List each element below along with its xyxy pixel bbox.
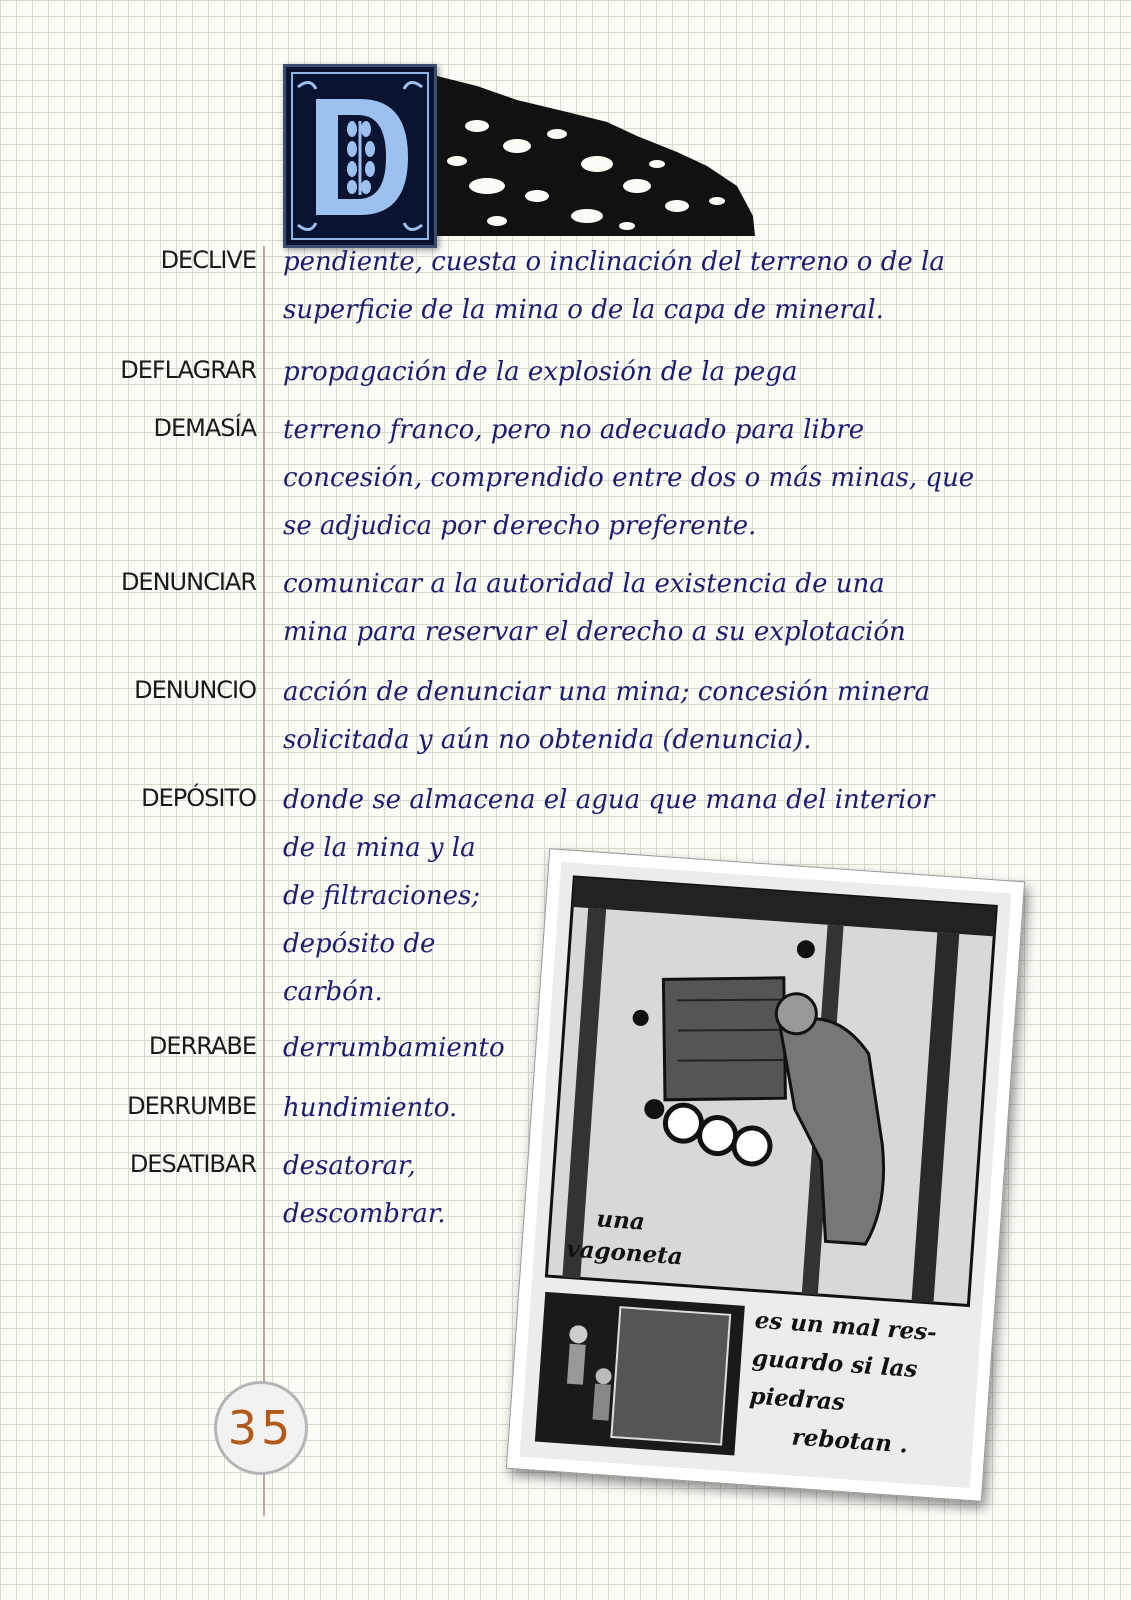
definition-desatibar — [283, 1142, 446, 1238]
definition-derrabe — [283, 1024, 505, 1072]
page-number-badge — [214, 1381, 308, 1475]
page-number: 35 — [227, 1401, 295, 1455]
definition-line: de la mina y la — [283, 833, 476, 863]
coal-pile-image — [437, 76, 757, 236]
term-denunciar: DENUNCIAR — [120, 568, 256, 596]
definition-deflagrar — [283, 348, 797, 396]
definition-denuncio — [283, 668, 930, 764]
definition-line: de filtraciones; — [283, 881, 481, 911]
term-desatibar: DESATIBAR — [129, 1150, 256, 1178]
caption-line: una — [595, 1205, 646, 1236]
illustration-artwork — [520, 862, 1011, 1488]
term-derrumbe: DERRUMBE — [127, 1092, 256, 1120]
margin-line — [263, 246, 265, 1516]
caption-line: piedras — [748, 1382, 846, 1417]
term-declive: DECLIVE — [160, 246, 256, 274]
definition-line: pendiente, cuesta o inclinación del terreno o de la — [283, 247, 945, 277]
definition-line: desatorar, — [283, 1151, 416, 1181]
definition-line: descombrar. — [283, 1199, 446, 1229]
term-denuncio: DENUNCIO — [134, 676, 256, 704]
definition-line: solicitada y aún no obtenida (denuncia). — [283, 725, 812, 755]
definition-line: acción de denunciar una mina; concesión minera — [283, 677, 930, 707]
term-deflagrar: DEFLAGRAR — [120, 356, 256, 384]
caption-line: guardo si las — [751, 1344, 919, 1384]
term-demasia: DEMASÍA — [153, 414, 256, 442]
term-derrabe: DERRABE — [148, 1032, 256, 1060]
definition-line: depósito de — [283, 929, 436, 959]
term-deposito: DEPÓSITO — [141, 784, 256, 812]
caption-line: rebotan . — [790, 1423, 909, 1459]
definition-line: propagación de la explosión de la pega — [283, 357, 798, 387]
definition-demasia — [283, 406, 974, 550]
definition-line: derrumbamiento — [283, 1033, 505, 1063]
mine-illustration — [506, 848, 1025, 1502]
definition-line: donde se almacena el agua que mana del interior — [283, 785, 935, 815]
caption-line: es un mal res- — [753, 1306, 938, 1347]
definition-line: hundimiento. — [283, 1093, 458, 1123]
definition-line: carbón. — [283, 977, 383, 1007]
caption-line: vagoneta — [565, 1235, 684, 1271]
definition-line: superficie de la mina o de la capa de mineral. — [283, 295, 884, 325]
definition-line: terreno franco, pero no adecuado para libre — [283, 415, 865, 445]
decorative-initial-letter — [283, 64, 437, 248]
definition-line: se adjudica por derecho preferente. — [283, 511, 757, 541]
definition-declive — [283, 238, 945, 334]
definition-line: comunicar a la autoridad la existencia de una — [283, 569, 885, 599]
definition-line: mina para reservar el derecho a su explotación — [283, 617, 906, 647]
definition-derrumbe — [283, 1084, 457, 1132]
definition-denunciar — [283, 560, 906, 656]
definition-line: concesión, comprendido entre dos o más minas, que — [283, 463, 975, 493]
